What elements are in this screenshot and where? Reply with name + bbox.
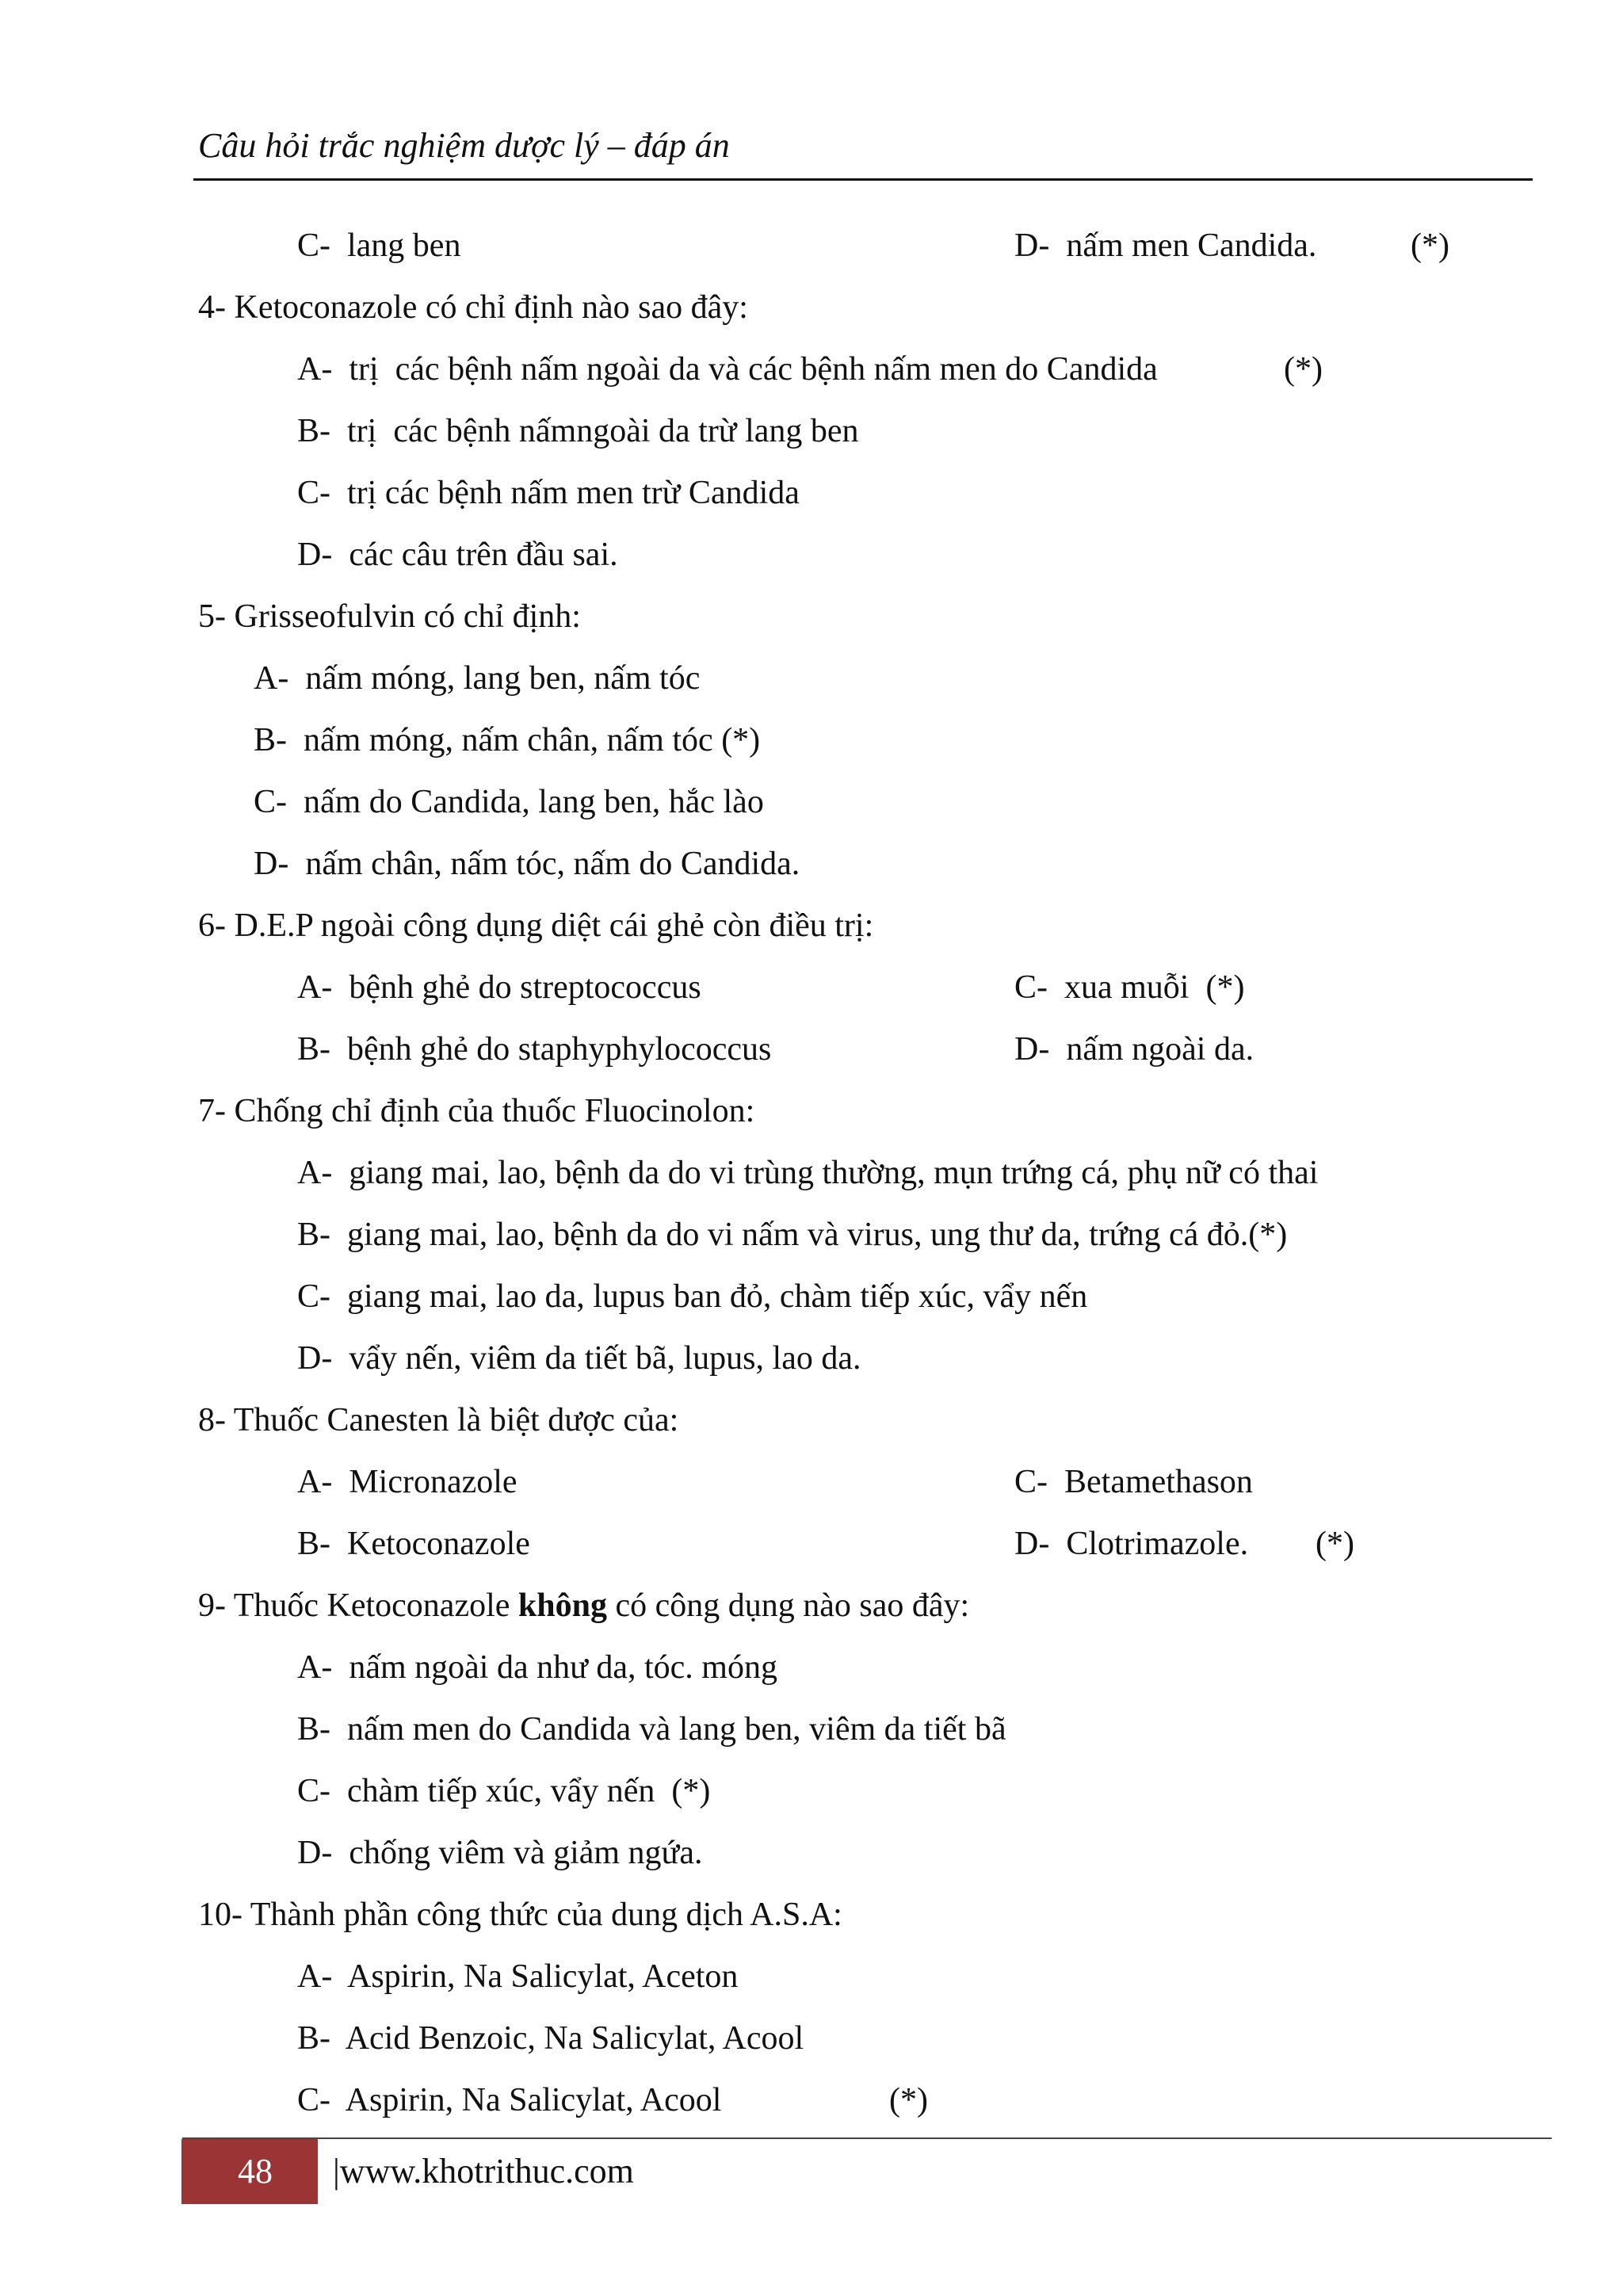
q4-option-c: C- trị các bệnh nấm men trừ Candida	[297, 475, 800, 511]
q4-option-b: B- trị các bệnh nấmngoài da trừ lang ben	[297, 413, 859, 449]
q7-option-d: D- vẩy nến, viêm da tiết bã, lupus, lao da.	[297, 1340, 861, 1377]
q5-option-a: A- nấm móng, lang ben, nấm tóc	[254, 660, 701, 697]
q8-option-c: C- Betamethason	[1014, 1464, 1253, 1500]
q10-answer-mark: (*)	[889, 2082, 928, 2118]
q5-question: 5- Grisseofulvin có chỉ định:	[198, 598, 581, 635]
q7-option-c: C- giang mai, lao da, lupus ban đỏ, chàm tiếp xúc, vẩy nến	[297, 1278, 1088, 1315]
q7-question: 7- Chống chỉ định của thuốc Fluocinolon:	[198, 1093, 755, 1129]
q6-option-b: B- bệnh ghẻ do staphyphylococcus	[297, 1031, 772, 1068]
header-rule	[193, 178, 1533, 181]
q4-option-a: A- trị các bệnh nấm ngoài da và các bệnh nấm men do Candida	[297, 351, 1158, 388]
q8-answer-mark: (*)	[1316, 1526, 1354, 1562]
q9-question-end: có công dụng nào sao đây:	[606, 1587, 970, 1624]
q8-question: 8- Thuốc Canesten là biệt dược của:	[198, 1402, 679, 1438]
q3-option-d: D- nấm men Candida.	[1014, 227, 1317, 264]
q8-option-d: D- Clotrimazole.	[1014, 1526, 1249, 1562]
q9-question-emphasis: không	[517, 1587, 607, 1624]
q4-question: 4- Ketoconazole có chỉ định nào sao đây:	[198, 289, 748, 326]
page-number: 48	[238, 2152, 273, 2191]
q5-option-d: D- nấm chân, nấm tóc, nấm do Candida.	[254, 846, 800, 882]
q10-option-b: B- Acid Benzoic, Na Salicylat, Acool	[297, 2020, 804, 2057]
q6-question: 6- D.E.P ngoài công dụng diệt cái ghẻ còn điều trị:	[198, 907, 874, 944]
page-header-title: Câu hỏi trắc nghiệm dược lý – đáp án	[198, 126, 730, 165]
q7-option-a: A- giang mai, lao, bệnh da do vi trùng thường, mụn trứng cá, phụ nữ có thai	[297, 1155, 1319, 1191]
q9-option-c: C- chàm tiếp xúc, vẩy nến (*)	[297, 1773, 711, 1809]
q10-question: 10- Thành phần công thức của dung dịch A.S.A:	[198, 1897, 842, 1933]
q9-question-start: 9- Thuốc Ketoconazole	[198, 1587, 518, 1624]
q9-option-a: A- nấm ngoài da như da, tóc. móng	[297, 1649, 777, 1686]
q4-option-d: D- các câu trên đầu sai.	[297, 537, 618, 573]
q5-option-b: B- nấm móng, nấm chân, nấm tóc (*)	[254, 722, 761, 758]
q6-option-c: C- xua muỗi (*)	[1014, 969, 1245, 1006]
q10-option-c: C- Aspirin, Na Salicylat, Acool	[297, 2082, 722, 2118]
q9-option-d: D- chống viêm và giảm ngứa.	[297, 1835, 703, 1871]
footer-rule	[182, 2137, 1552, 2139]
q3-answer-mark: (*)	[1411, 227, 1449, 264]
q4-answer-mark: (*)	[1284, 351, 1323, 388]
q7-option-b: B- giang mai, lao, bệnh da do vi nấm và virus, ung thư da, trứng cá đỏ.(*)	[297, 1217, 1288, 1253]
q5-option-c: C- nấm do Candida, lang ben, hắc lào	[254, 784, 764, 820]
q6-option-d: D- nấm ngoài da.	[1014, 1031, 1254, 1068]
q6-option-a: A- bệnh ghẻ do streptococcus	[297, 969, 701, 1006]
q9-option-b: B- nấm men do Candida và lang ben, viêm da tiết bã	[297, 1711, 1006, 1748]
q8-option-b: B- Ketoconazole	[297, 1526, 530, 1562]
footer-website-link[interactable]: |www.khotrithuc.com	[333, 2152, 634, 2191]
q3-option-c: C- lang ben	[297, 227, 461, 264]
q8-option-a: A- Micronazole	[297, 1464, 517, 1500]
q10-option-a: A- Aspirin, Na Salicylat, Aceton	[297, 1958, 739, 1995]
q9-question	[198, 1587, 969, 1625]
